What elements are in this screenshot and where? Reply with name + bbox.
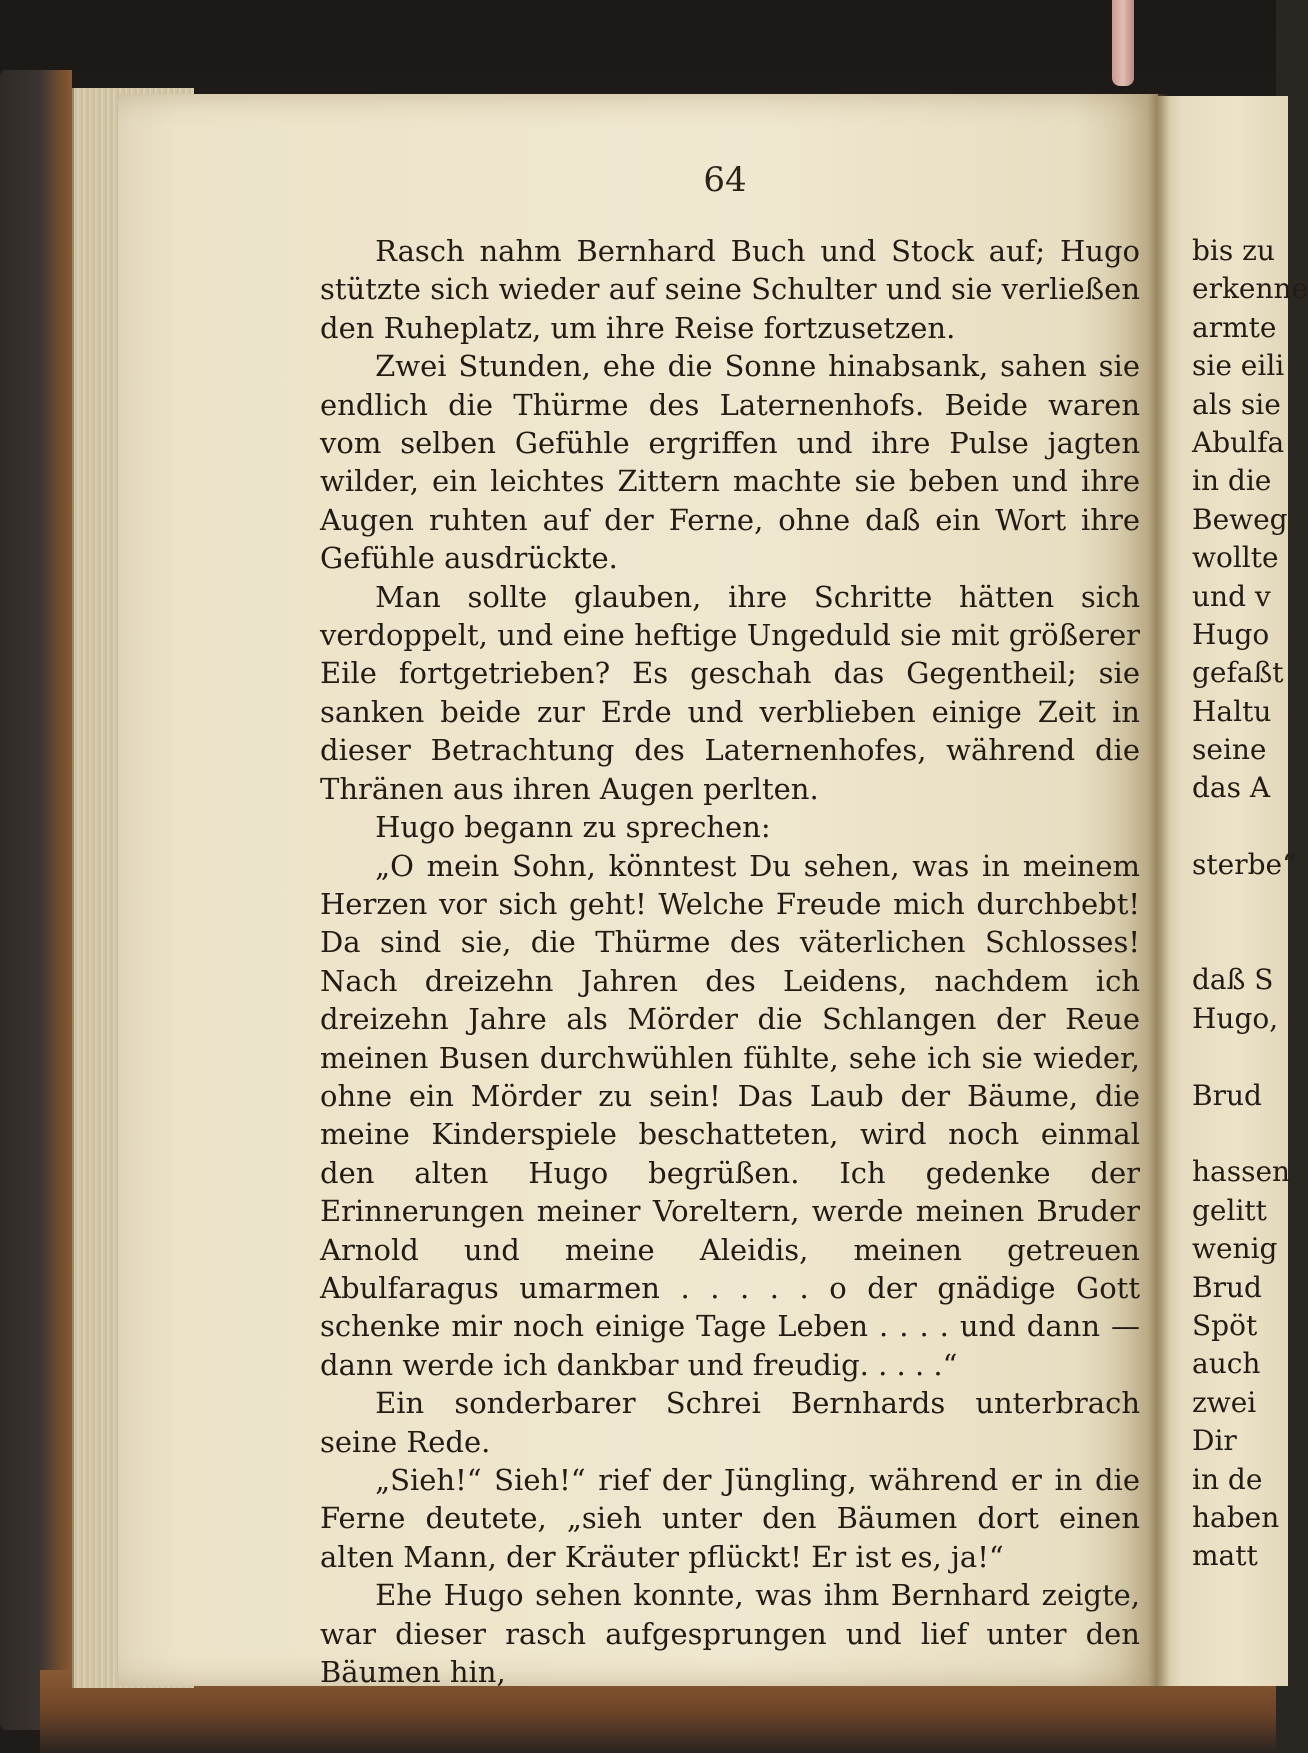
page-body-text [320, 232, 1140, 1691]
facing-line [1192, 923, 1276, 961]
facing-line: wollte [1192, 541, 1279, 575]
paragraph: Zwei Stunden, ehe die Sonne hinabsank, sahen sie endlich die Thürme des Laternenhofs. Beide waren vom selben Gefühle ergriffen und ihre Pulse jagten wilder, ein leichtes Zittern machte sie beben und ihre Augen ruhten auf der Ferne, ohne daß ein Wort ihre Gefühle ausdrückte. [320, 349, 1140, 576]
facing-line: bis zu [1192, 234, 1275, 267]
facing-line: in die [1192, 464, 1272, 498]
facing-line: Brud [1192, 1078, 1262, 1112]
facing-line: erkenne [1192, 272, 1308, 306]
facing-line: Hugo [1192, 617, 1270, 651]
paragraph: „Sieh!“ Sieh!“ rief der Jüngling, während er in die Ferne deutete, „sieh unter den Bäumen dort einen alten Mann, der Kräuter pflückt! Er ist es, ja!“ [320, 1463, 1140, 1574]
paragraph: Rasch nahm Bernhard Buch und Stock auf; Hugo stützte sich wieder auf seine Schulter und sie verließen den Ruheplatz, um ihre Reise fortzusetzen. [320, 234, 1140, 345]
facing-line: Spöt [1192, 1308, 1258, 1342]
page-number: 64 [703, 160, 747, 200]
facing-line: wenig [1192, 1232, 1278, 1266]
paragraph: Ehe Hugo sehen konnte, was ihm Bernhard zeigte, war dieser rasch aufgesprungen und lief unter den Bäumen hin, [320, 1578, 1140, 1690]
book-gutter [1148, 94, 1170, 1688]
paragraph: „O mein Sohn, könntest Du sehen, was in meinem Herzen vor sich geht! Welche Freude mich durchbebt! Da sind sie, die Thürme des väterlichen Schlosses! Nach dreizehn Jahren des Leidens, nachdem ich dreizehn Jahre als Mörder die Schlangen der Reue meinen Busen durchwühlen fühlte, sehe ich sie wieder, ohne ein Mörder zu sein! Das Laub der Bäume, die meine Kinderspiele beschatteten, wird noch einmal den alten Hugo begrüßen. Ich gedenke der Erinnerungen meiner Voreltern, werde meinen Bruder Arnold und meine Aleidis, meinen getreuen Abulfaragus umarmen . . . . . o der gnädige Gott schenke mir noch einige Tage Leben . . . . und dann — dann werde ich dankbar und freudig. . . . .“ [320, 848, 1140, 1382]
facing-line: seine [1192, 733, 1267, 767]
facing-line: in de [1192, 1462, 1263, 1496]
paragraph: Hugo begann zu sprechen: [375, 810, 771, 845]
facing-line [1192, 1038, 1276, 1076]
facing-line: sterbe“ [1192, 848, 1297, 882]
facing-line: als sie [1192, 387, 1281, 421]
facing-line [1192, 1115, 1276, 1153]
facing-line: gelitt [1192, 1193, 1267, 1227]
paragraph: Man sollte glauben, ihre Schritte hätten sich verdoppelt, und eine heftige Ungeduld sie mit größerer Eile fortgetrieben? Es geschah das Gegentheil; sie sanken beide zur Erde und verblieben einige Zeit in dieser Betrachtung des Laternenhofes, während die Thränen aus ihren Augen perlten. [320, 579, 1140, 806]
paragraph: Ein sonderbarer Schrei Bernhards unterbrach seine Rede. [320, 1386, 1140, 1459]
facing-line: daß S [1192, 963, 1274, 997]
facing-line: zwei [1192, 1385, 1257, 1419]
facing-line: Abulfa [1192, 425, 1285, 459]
facing-line: auch [1192, 1347, 1261, 1381]
facing-line [1192, 885, 1276, 923]
facing-line [1192, 808, 1276, 846]
facing-line: Dir [1192, 1424, 1237, 1458]
facing-line: Hugo, [1192, 1001, 1279, 1035]
facing-line: Beweg [1192, 502, 1288, 536]
facing-line: haben [1192, 1500, 1280, 1534]
facing-line: das A [1192, 771, 1271, 805]
facing-line: hassen [1192, 1155, 1291, 1189]
bookmark-ribbon [1112, 0, 1134, 86]
book-cover-left [0, 70, 72, 1730]
facing-line: gefaßt [1192, 656, 1284, 690]
facing-line: matt [1192, 1539, 1258, 1573]
facing-line: Brud [1192, 1270, 1262, 1304]
facing-line: armte [1192, 310, 1277, 344]
facing-line: und v [1192, 579, 1271, 613]
facing-page-text [1192, 232, 1308, 1576]
facing-line: sie eili [1192, 349, 1285, 383]
facing-line: Haltu [1192, 694, 1272, 728]
